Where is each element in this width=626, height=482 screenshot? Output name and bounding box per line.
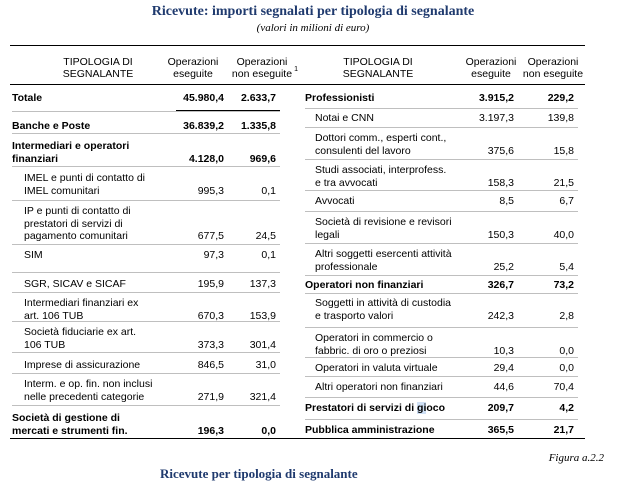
- left-row-not-executed: 24,5: [255, 230, 276, 242]
- left-table-row: [12, 249, 280, 262]
- table-subtitle: (valori in milioni di euro): [256, 22, 370, 34]
- left-header-type: TIPOLOGIA DI SEGNALANTE: [62, 56, 134, 80]
- left-row-not-executed: 31,0: [255, 359, 276, 371]
- left-row-executed: 97,3: [203, 249, 224, 261]
- right-row-label: Società di revisione e revisori legali: [315, 216, 452, 241]
- left-row-executed: 373,3: [197, 338, 224, 351]
- left-table-row: [12, 359, 280, 372]
- right-row-executed: 242,3: [487, 309, 514, 322]
- right-row-executed: 3.197,3: [478, 112, 514, 124]
- left-row-label: Banche e Poste: [12, 120, 91, 132]
- figure-caption: Figura a.2.2: [548, 452, 604, 464]
- left-table-row: [12, 140, 280, 165]
- right-table-row: [305, 362, 578, 375]
- right-row-executed: 10,3: [493, 344, 514, 357]
- right-row-label: Prestatori di servizi di gioco: [305, 402, 446, 414]
- right-row-not-executed: 2,8: [559, 309, 574, 322]
- right-row-not-executed: 70,4: [553, 381, 574, 393]
- left-row-executed: 45.980,4: [183, 92, 224, 104]
- right-row-separator: [305, 211, 578, 212]
- footnote-marker: 1: [294, 66, 298, 73]
- right-row-executed: 326,7: [487, 279, 514, 291]
- right-row-executed: 375,6: [487, 144, 514, 157]
- left-row-executed: 846,5: [197, 359, 224, 371]
- right-table-row: [305, 402, 578, 415]
- right-row-label: Operatori in valuta virtuale: [315, 362, 438, 374]
- table-title: Ricevute: importi segnalati per tipologia di segnalante: [151, 4, 475, 19]
- left-row-separator: [12, 405, 280, 406]
- left-row-label: Intermediari finanziari ex art. 106 TUB: [24, 297, 139, 322]
- right-row-not-executed: 21,5: [553, 176, 574, 189]
- right-row-label: Pubblica amministrazione: [305, 424, 435, 436]
- right-row-label: Studi associati, interprofess. e tra avvocati: [315, 164, 447, 189]
- left-row-executed: 36.839,2: [183, 120, 224, 132]
- left-table-row: [12, 278, 280, 291]
- left-row-label: Intermediari e operatori finanziari: [12, 140, 130, 165]
- right-table-row: [305, 248, 578, 273]
- right-row-separator: [305, 376, 578, 377]
- totals-underline: [176, 110, 280, 111]
- right-row-label: Soggetti in attività di custodia e trasporto valori: [315, 297, 451, 322]
- left-row-separator: [12, 292, 280, 293]
- left-row-not-executed: 969,6: [249, 152, 276, 165]
- left-row-executed: 670,3: [197, 309, 224, 322]
- left-row-executed: 196,3: [197, 424, 224, 437]
- left-table-row: [12, 412, 280, 437]
- right-row-not-executed: 40,0: [553, 228, 574, 241]
- right-row-executed: 8,5: [499, 195, 514, 207]
- right-row-label: Avvocati: [315, 195, 355, 207]
- right-row-executed: 158,3: [487, 176, 514, 189]
- left-table-row: [12, 378, 280, 403]
- right-row-label: Altri soggetti esercenti attività professionale: [315, 248, 452, 273]
- left-row-label: Interm. e op. fin. non inclusi nelle precedenti categorie: [24, 378, 153, 403]
- left-row-executed: 195,9: [197, 278, 224, 290]
- right-row-executed: 150,3: [487, 228, 514, 241]
- right-table-row: [305, 92, 578, 105]
- right-row-executed: 3.915,2: [478, 92, 514, 104]
- left-table-row: [12, 205, 280, 243]
- right-row-separator: [305, 108, 578, 109]
- left-row-label: Imprese di assicurazione: [24, 359, 141, 371]
- left-row-not-executed: 301,4: [249, 338, 276, 351]
- left-table-row: [12, 297, 280, 322]
- left-row-label: SGR, SICAV e SICAF: [24, 278, 126, 290]
- left-row-separator: [12, 373, 280, 374]
- right-row-label: Professionisti: [305, 92, 375, 104]
- left-row-label: IMEL e punti di contatto di IMEL comunitari: [24, 172, 146, 197]
- search-highlight: gi: [417, 402, 427, 414]
- left-row-not-executed: 137,3: [249, 278, 276, 290]
- left-row-separator: [12, 244, 280, 245]
- right-row-not-executed: 4,2: [559, 402, 574, 414]
- right-table-row: [305, 112, 578, 125]
- right-table-row: [305, 164, 578, 189]
- left-row-label: IP e punti di contatto di prestatori di servizi di pagamento comunitari: [24, 205, 131, 242]
- right-row-separator: [305, 275, 578, 276]
- right-row-label: Altri operatori non finanziari: [315, 381, 443, 393]
- left-row-separator: [12, 111, 280, 112]
- left-table-row: [12, 92, 280, 105]
- left-row-executed: 271,9: [197, 390, 224, 403]
- right-row-separator: [305, 357, 578, 358]
- left-row-not-executed: 0,1: [261, 249, 276, 261]
- right-row-separator: [305, 327, 578, 328]
- right-table-row: [305, 195, 578, 208]
- left-row-executed: 4.128,0: [188, 152, 224, 165]
- right-table-row: [305, 381, 578, 394]
- header-bottom-rule: [10, 84, 585, 85]
- left-row-not-executed: 0,0: [261, 424, 276, 437]
- right-row-not-executed: 15,8: [553, 144, 574, 157]
- right-row-label: Operatori non finanziari: [305, 279, 424, 291]
- right-row-label: Operatori in commercio o fabbric. di oro o preziosi: [315, 332, 433, 357]
- table-bottom-rule: [10, 438, 585, 439]
- left-row-label: SIM: [24, 249, 43, 261]
- right-row-label: Dottori comm., esperti cont., consulenti del lavoro: [315, 132, 447, 157]
- left-row-separator: [12, 272, 280, 273]
- right-row-separator: [305, 397, 578, 398]
- right-row-separator: [305, 159, 578, 160]
- left-row-executed: 995,3: [197, 184, 224, 197]
- left-row-separator: [12, 200, 280, 201]
- left-row-not-executed: 321,4: [249, 390, 276, 403]
- left-row-executed: 677,5: [197, 230, 224, 242]
- right-table-row: [305, 424, 578, 437]
- right-row-executed: 209,7: [487, 402, 514, 414]
- left-row-separator: [12, 321, 280, 322]
- right-row-not-executed: 0,0: [559, 344, 574, 357]
- right-row-separator: [305, 127, 578, 128]
- left-row-not-executed: 1.335,8: [240, 120, 276, 132]
- right-row-not-executed: 6,7: [559, 195, 574, 207]
- right-row-executed: 29,4: [493, 362, 514, 374]
- right-table-row: [305, 132, 578, 157]
- left-row-label: Società di gestione di mercati e strumenti fin.: [12, 412, 128, 437]
- right-row-not-executed: 139,8: [547, 112, 574, 124]
- right-table-row: [305, 332, 578, 357]
- header-top-rule: [10, 45, 585, 46]
- left-row-not-executed: 2.633,7: [240, 92, 276, 104]
- next-section-heading: Ricevute per tipologia di segnalante: [160, 466, 358, 481]
- left-row-label: Totale: [12, 92, 43, 104]
- right-row-not-executed: 229,2: [547, 92, 574, 104]
- right-table-row: [305, 297, 578, 322]
- left-table-row: [12, 172, 280, 197]
- right-header-executed: Operazioni eseguite: [465, 56, 517, 80]
- left-header-not-executed: Operazioni non eseguite 1: [231, 56, 298, 80]
- right-row-label: Notai e CNN: [315, 112, 374, 124]
- right-row-executed: 365,5: [487, 424, 514, 436]
- left-table-row: [12, 326, 280, 351]
- left-row-separator: [12, 166, 280, 167]
- right-row-not-executed: 0,0: [559, 362, 574, 374]
- right-table-row: [305, 216, 578, 241]
- right-row-separator: [305, 190, 578, 191]
- right-header-not-executed: Operazioni non eseguite: [522, 56, 584, 80]
- right-row-not-executed: 5,4: [559, 260, 574, 273]
- left-row-not-executed: 0,1: [261, 184, 276, 197]
- right-row-executed: 25,2: [493, 260, 514, 273]
- left-header-executed: Operazioni eseguite: [167, 56, 219, 80]
- right-table-row: [305, 279, 578, 292]
- right-row-not-executed: 21,7: [553, 424, 574, 436]
- left-row-not-executed: 153,9: [249, 309, 276, 322]
- left-table-row: [12, 120, 280, 133]
- left-row-label: Società fiduciarie ex art. 106 TUB: [24, 326, 137, 351]
- right-row-separator: [305, 419, 578, 420]
- left-row-separator: [12, 352, 280, 353]
- right-header-type: TIPOLOGIA DI SEGNALANTE: [342, 56, 414, 80]
- right-row-separator: [305, 293, 578, 294]
- left-row-separator: [12, 133, 280, 134]
- right-row-executed: 44,6: [493, 381, 514, 393]
- right-row-separator: [305, 243, 578, 244]
- right-row-not-executed: 73,2: [553, 279, 574, 291]
